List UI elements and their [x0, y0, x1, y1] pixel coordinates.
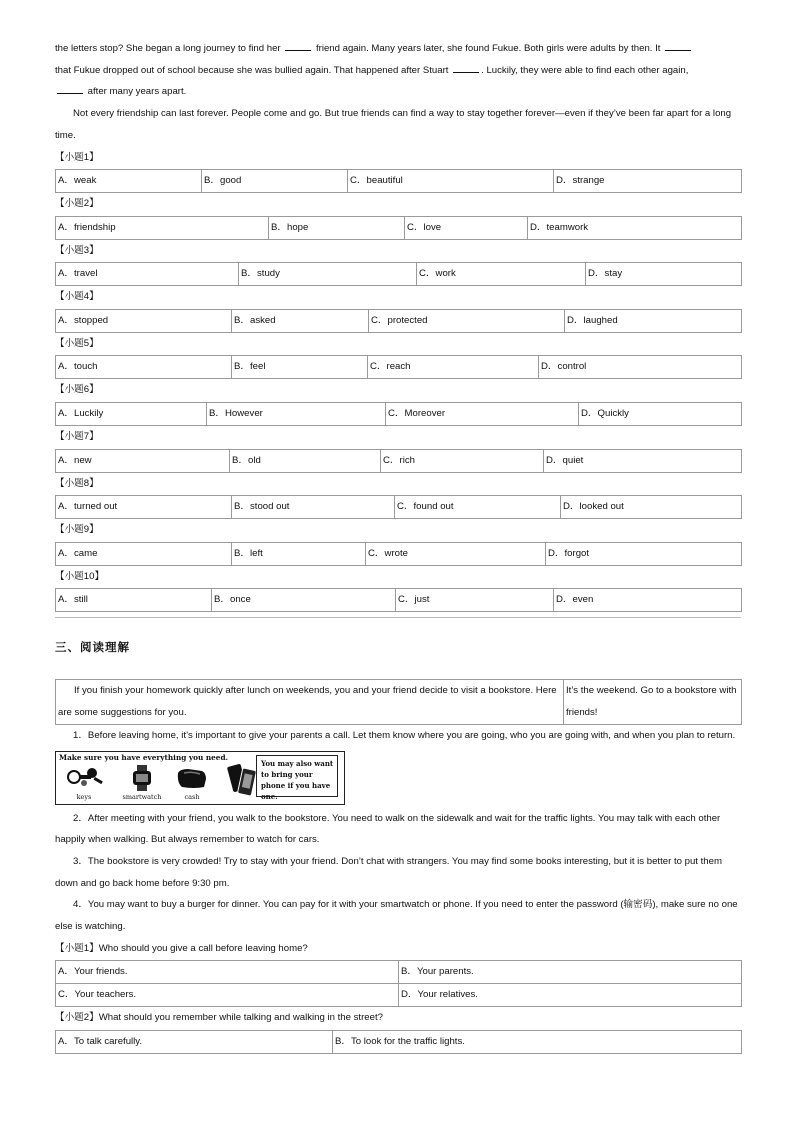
option-a[interactable]: A．Luckily [56, 403, 207, 426]
passage-line-2 [55, 60, 741, 82]
section-divider [55, 617, 741, 618]
answer-blank [665, 41, 691, 51]
cloze-question-label: 【小题10】 [55, 570, 105, 582]
phones-item [226, 761, 260, 808]
cloze-question-label: 【小题7】 [55, 431, 99, 443]
option-d[interactable]: D．looked out [561, 496, 742, 519]
option-a[interactable]: A．friendship [56, 216, 269, 239]
option-b[interactable]: B．once [212, 589, 396, 612]
wallet-icon [174, 765, 210, 791]
smartwatch-label: smartwatch [122, 792, 162, 801]
option-c[interactable]: C．rich [381, 449, 544, 472]
option-a[interactable]: A．touch [56, 356, 232, 379]
cloze-options-row [55, 402, 742, 426]
option-c[interactable]: C．protected [369, 309, 565, 332]
option-c[interactable]: C．just [396, 589, 554, 612]
tip-2: 2．After meeting with your friend, you walk to the bookstore. You need to walk on the sidewalk and wait for the traffic lights. You may talk with each other happily when walking. But always remember to watch for cars. [55, 812, 721, 846]
option-a[interactable]: A．To talk carefully. [56, 1030, 333, 1053]
option-d[interactable]: D．control [539, 356, 742, 379]
option-b[interactable]: B．study [239, 263, 417, 286]
option-a[interactable]: A．weak [56, 170, 202, 193]
option-d[interactable]: D．forgot [546, 542, 742, 565]
option-a[interactable]: A．still [56, 589, 212, 612]
option-d[interactable]: D．stay [586, 263, 742, 286]
reading-q2-options [55, 1030, 742, 1054]
cloze-options-row [55, 262, 742, 286]
option-c[interactable]: C．beautiful [348, 170, 554, 193]
keys-label: keys [76, 792, 92, 801]
cloze-options-row [55, 355, 742, 379]
intro-left: If you finish your homework quickly after lunch on weekends, you and your friend decide to visit a bookstore. Here are some suggestions for you. [56, 680, 564, 724]
option-c[interactable]: C．Your teachers. [56, 984, 399, 1007]
cloze-question-label: 【小题6】 [55, 384, 99, 396]
option-b[interactable]: B．good [202, 170, 348, 193]
passage-line-3 [55, 81, 741, 103]
option-d[interactable]: D．Quickly [579, 403, 742, 426]
cloze-questions [55, 147, 741, 613]
cloze-options-row [55, 216, 742, 240]
answer-blank [285, 41, 311, 51]
option-a[interactable]: A．came [56, 542, 232, 565]
intro-table [55, 679, 742, 724]
option-c[interactable]: C．work [417, 263, 586, 286]
option-a[interactable]: A．stopped [56, 309, 232, 332]
phone-icon [226, 761, 260, 799]
worksheet-page [55, 38, 741, 1054]
option-c[interactable]: C．reach [368, 356, 539, 379]
cloze-options-row [55, 495, 742, 519]
keys-item [62, 765, 106, 801]
cash-item [174, 765, 210, 801]
phone-note: You may also want to bring your phone if you have one. [256, 755, 338, 797]
cloze-options-row [55, 169, 742, 193]
smartwatch-icon [122, 765, 162, 791]
cloze-options-row [55, 449, 742, 473]
option-b[interactable]: B．left [232, 542, 366, 565]
passage-text: the letters stop? She began a long journey to find her [55, 43, 281, 54]
keys-icon [62, 765, 106, 791]
passage-text: after many years apart. [87, 86, 187, 98]
option-c[interactable]: C．wrote [366, 542, 546, 565]
reading-question-2: 【小题2】What should you remember while talking and walking in the street? [55, 1012, 383, 1024]
option-d[interactable]: D．even [554, 589, 742, 612]
section-title: 三、阅读理解 [55, 642, 130, 655]
option-b[interactable]: B．asked [232, 309, 369, 332]
tip-4: 4．You may want to buy a burger for dinner. You can pay for it with your smartwatch or phone. If you need to enter the password (输密码), make sure no one else is watching. [55, 899, 738, 933]
intro-right: It’s the weekend. Go to a bookstore with friends! [564, 680, 742, 724]
tip-3: 3．The bookstore is very crowded! Try to stay with your friend. Don’t chat with strangers. You may find some books interesting, but it is better to put them down and go back home before 9:30 pm. [55, 855, 722, 889]
cloze-question-label: 【小题2】 [55, 198, 99, 210]
passage-line-1 [55, 38, 741, 60]
option-b[interactable]: B．Your parents. [399, 961, 742, 984]
cloze-question-label: 【小题3】 [55, 244, 99, 256]
option-a[interactable]: A．turned out [56, 496, 232, 519]
cloze-options-row [55, 309, 742, 333]
option-d[interactable]: D．strange [554, 170, 742, 193]
cash-label: cash [184, 792, 200, 801]
option-b[interactable]: B．hope [269, 216, 405, 239]
cloze-question-label: 【小题9】 [55, 524, 99, 536]
option-b[interactable]: B．old [230, 449, 381, 472]
option-a[interactable]: A．travel [56, 263, 239, 286]
smartwatch-item [122, 765, 162, 801]
passage-text: that Fukue dropped out of school because she was bullied again. That happened after Stuart [55, 64, 449, 76]
option-d[interactable]: D．Your relatives. [399, 984, 742, 1007]
option-b[interactable]: B．stood out [232, 496, 395, 519]
option-c[interactable]: C．found out [395, 496, 561, 519]
cloze-options-row [55, 588, 742, 612]
tip-1: 1．Before leaving home, it’s important to give your parents a call. Let them know where you are going, who you are going with, and when you plan to return. [73, 729, 736, 741]
option-b[interactable]: B．feel [232, 356, 368, 379]
option-b[interactable]: B．To look for the traffic lights. [333, 1030, 742, 1053]
passage-text: . Luckily, they were able to find each other again, [481, 64, 689, 76]
option-c[interactable]: C．Moreover [386, 403, 579, 426]
cloze-question-label: 【小题1】 [55, 151, 99, 163]
answer-blank [57, 84, 83, 94]
passage-paragraph-2: Not every friendship can last forever. People come and go. But true friends can find a way to stay together forever—even if they’ve been far apart for a long time. [55, 108, 732, 141]
cloze-question-label: 【小题5】 [55, 337, 99, 349]
option-d[interactable]: D．laughed [565, 309, 742, 332]
answer-blank [453, 63, 479, 73]
passage-text: friend again. Many years later, she found Fukue. Both girls were adults by then. It [315, 43, 661, 54]
cloze-question-label: 【小题4】 [55, 291, 99, 303]
option-d[interactable]: D．quiet [544, 449, 742, 472]
option-a[interactable]: A．Your friends. [56, 961, 399, 984]
picture-caption: Make sure you have everything you need. [59, 752, 229, 762]
cloze-question-label: 【小题8】 [55, 477, 99, 489]
reading-q1-options [55, 960, 742, 1007]
option-d[interactable]: D．teamwork [528, 216, 742, 239]
option-a[interactable]: A．new [56, 449, 230, 472]
checklist-picture [55, 751, 345, 805]
option-b[interactable]: B．However [207, 403, 386, 426]
option-c[interactable]: C．love [405, 216, 528, 239]
reading-question-1: 【小题1】Who should you give a call before leaving home? [55, 942, 308, 954]
cloze-options-row [55, 542, 742, 566]
